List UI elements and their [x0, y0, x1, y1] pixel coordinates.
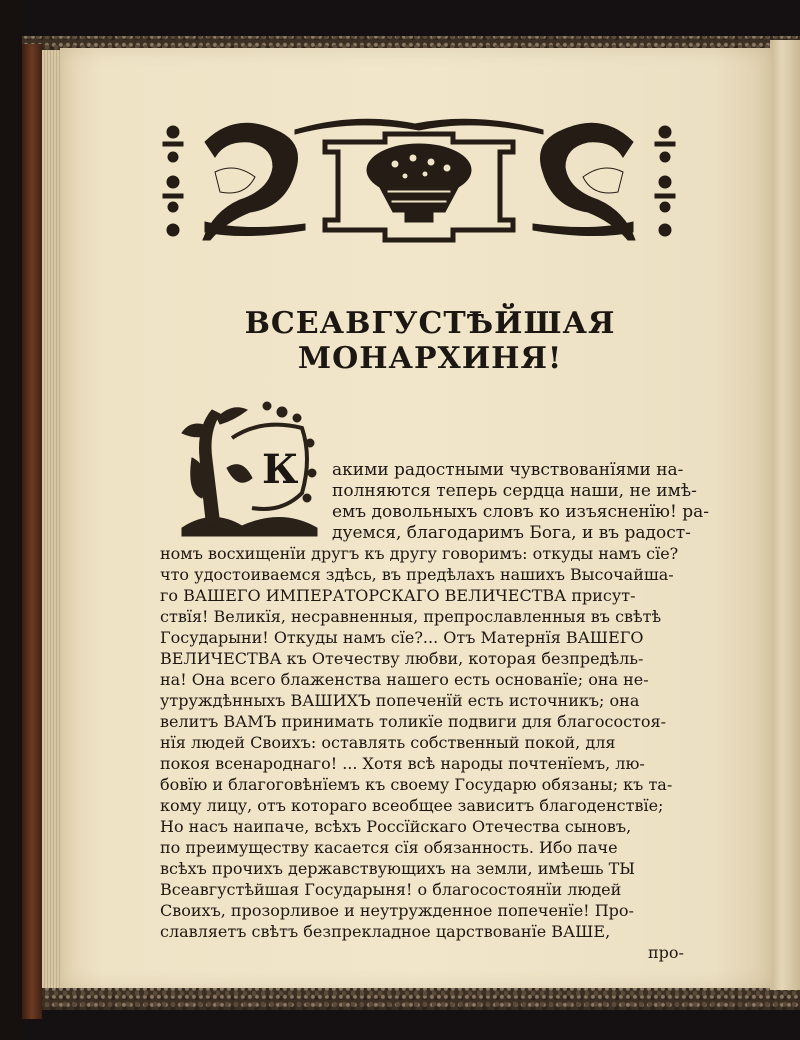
text-line-14: нїя людей Своихъ: оставлять собственный покой, для [160, 733, 616, 752]
text-line-22: Своихъ, прозорливое и неутружденное попеченїе! Про- [160, 901, 634, 920]
catchword: про- [648, 943, 684, 962]
text-line-7: го ВАШЕГО ИМПЕРАТОРСКАГО ВЕЛИЧЕСТВА присут- [160, 586, 636, 605]
text-line-3: емъ довольныхъ словъ ко изъясненїю! ра- [332, 502, 709, 522]
text-line-11: на! Она всего блаженства нашего есть основанїе; она не- [160, 670, 649, 689]
text-line-18: Но насъ наипаче, всѣхъ Россїйскаго Отечества сыновъ, [160, 817, 632, 836]
text-line-8: ствїя! Великїя, несравненныя, препрославленныя въ свѣтѣ [160, 607, 662, 626]
text-line-1: акими радостными чувствованїями на- [332, 460, 684, 480]
drop-cap-letter: К [262, 446, 299, 493]
text-line-15: покоя всенароднаго! ... Хотя всѣ народы почтенїемъ, лю- [160, 754, 645, 773]
text-line-13: велитъ ВАМЪ принимать толикїе подвиги для благосостоя- [160, 712, 667, 731]
text-line-17: кому лицу, отъ котораго всеобщее зависитъ благоденствїе; [160, 796, 664, 815]
text-line-2: полняются теперь сердца наши, не имѣ- [332, 481, 697, 501]
book-spine [22, 44, 42, 1019]
headpiece-ornament [155, 112, 683, 250]
page-edges-right [770, 40, 800, 990]
text-line-4: дуемся, благодаримъ Бога, и въ радост- [332, 523, 691, 543]
text-line-23: славляетъ свѣтъ безпрекладное царствованїе ВАШЕ, [160, 922, 611, 941]
left-border-flourish [163, 126, 183, 236]
text-line-19: по преимуществу касается сїя обязанность. Ибо паче [160, 838, 618, 857]
text-line-9: Государыни! Откуды намъ сїе?... Отъ Матернїя ВАШЕГО [160, 628, 644, 647]
text-line-5: номъ восхищенїи другъ къ другу говоримъ: откуды намъ сїе? [160, 544, 679, 563]
text-line-6: что удостоиваемся здѣсь, въ предѣлахъ нашихъ Высочайша- [160, 565, 674, 584]
text-line-10: ВЕЛИЧЕСТВА къ Отечеству любви, которая безпредѣль- [160, 649, 644, 668]
page-heading: ВСЕАВГУСТѢЙШАЯ МОНАРХИНЯ! [244, 306, 616, 376]
decorative-initial-ornament [172, 398, 322, 540]
background-bottom [0, 1010, 800, 1040]
text-line-12: утруждѣнныхъ ВАШИХЪ попеченїй есть источникъ; она [160, 691, 640, 710]
right-border-flourish [655, 126, 675, 236]
background-top [0, 0, 800, 36]
background-left [0, 0, 22, 1040]
text-line-21: Всеавгустѣйшая Государыня! о благосостоянїи людей [160, 880, 622, 899]
text-line-16: бовїю и благоговѣнїемъ къ своему Государю обязаны; къ та- [160, 775, 673, 794]
text-line-20: всѣхъ прочихъ державствующихъ на земли, имѣешь ТЫ [160, 859, 636, 878]
